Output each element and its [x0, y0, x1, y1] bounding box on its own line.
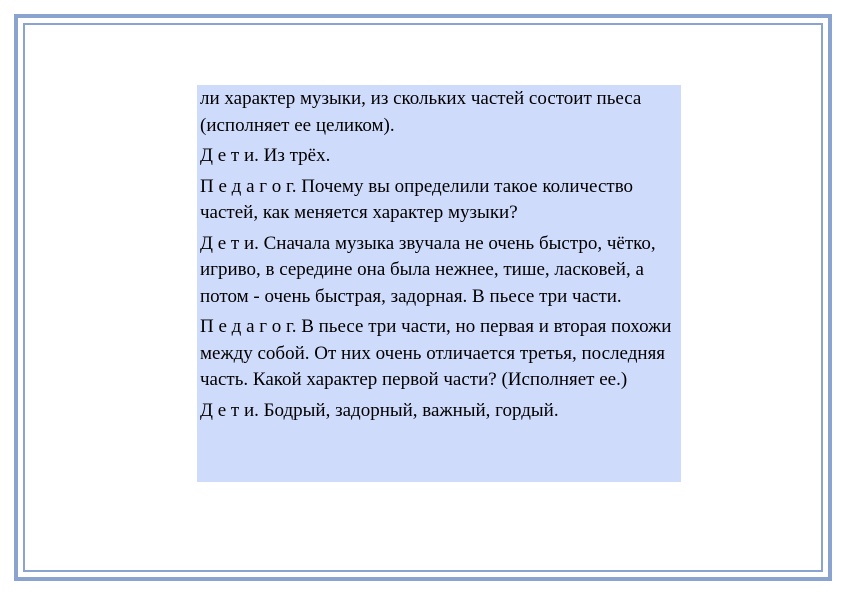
paragraph-text: Сначала музыка звучала не очень быстро, чётко, игриво, в середине она была нежнее, тише, ласковей, а потом - очень быстрая, задорная. В пьесе три части.: [200, 232, 656, 307]
speaker-label: Д е т и.: [200, 399, 259, 421]
paragraph-1: [200, 86, 679, 139]
paragraph-text: Почему вы определили такое количество частей, как меняется характер музыки?: [200, 175, 634, 223]
paragraph-3: [200, 174, 679, 227]
speaker-label: П е д а г о г.: [200, 316, 297, 337]
paragraph-5: [200, 314, 679, 394]
paragraph-2: [200, 143, 679, 170]
paragraph-text: Бодрый, задорный, важный, гордый.: [258, 399, 559, 421]
paragraph-6: [200, 398, 679, 425]
dialogue-text-block: [197, 85, 681, 482]
paragraph-text: ли характер музыки, из скольких частей состоит пьеса (исполняет ее целиком).: [200, 88, 642, 136]
speaker-label: Д е т и.: [200, 232, 259, 254]
speaker-label: П е д а г о г.: [200, 175, 297, 197]
paragraph-4: [200, 231, 679, 311]
paragraph-text: В пьесе три части, но первая и вторая похожи между собой. От них очень отличается третья, последняя часть. Какой характер первой части? (Исполняет ее.): [200, 316, 672, 390]
speaker-label: Д е т и.: [200, 145, 259, 166]
paragraph-text: Из трёх.: [258, 145, 331, 166]
